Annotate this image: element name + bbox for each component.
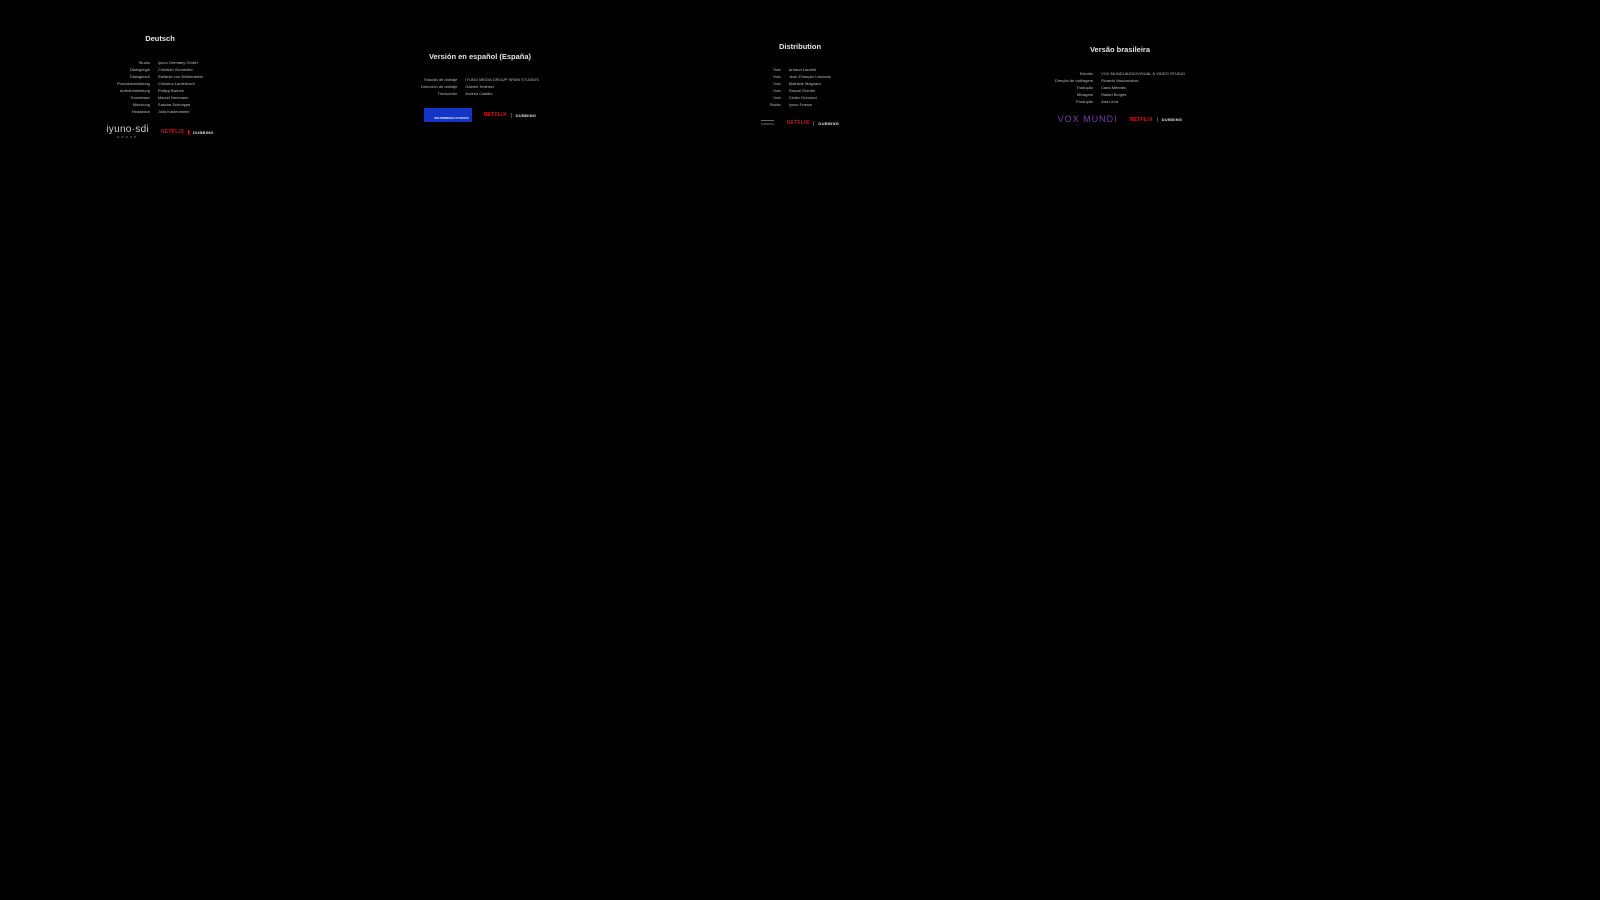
credit-block-german [100, 34, 220, 139]
block-title: Deutsch [145, 34, 175, 43]
netflix-dubbing-logo [484, 112, 537, 118]
credit-name: IYUNO MEDIA GROUP SPAIN STUDIOS [465, 77, 539, 82]
credit-role: Estudio de doblaje [424, 77, 458, 82]
block-title: Versão brasileira [1089, 45, 1151, 54]
soundmedia-logo-text: SOUNDMEDIA STUDIOS [434, 116, 469, 120]
vox-mundi-logo [1058, 115, 1118, 124]
dubbing-label: DUBBING [818, 120, 840, 126]
studio-mark-logo: DUBBING [760, 122, 775, 126]
netflix-dubbing-logo [786, 120, 839, 126]
credit-name: Cédric Dumond [788, 95, 817, 100]
credit-rows [1055, 71, 1185, 104]
credit-name: Christina Lauterbach [157, 81, 195, 86]
credit-name: Iyuno France [788, 102, 813, 107]
credit-role: Tradução [1076, 85, 1094, 90]
credit-name: Sascha Schnappe [157, 102, 191, 107]
credit-role: Produktionsleitung [117, 81, 150, 86]
credit-name: VOX MUNDI AUDIOVISUAL & VIDEO STUDIO [1101, 71, 1185, 76]
credit-role: Voix [773, 88, 781, 93]
block-title: Distribution [778, 42, 822, 51]
netflix-logo: NETFLIX [161, 129, 184, 135]
credit-name: Pascal Grenier [788, 88, 816, 93]
dubbing-label: DUBBING [515, 112, 537, 118]
credit-name: Christian Schneider [157, 67, 193, 72]
credit-name: Carla Mendes [1101, 85, 1126, 90]
logo-separator [511, 113, 512, 118]
netflix-dubbing-logo [1130, 117, 1183, 123]
dubbing-label: DUBBING [192, 129, 214, 135]
credit-role: Voix [773, 67, 781, 72]
netflix-logo: NETFLIX [786, 120, 810, 126]
credit-name: Andrea Castillo [465, 91, 493, 96]
logo-separator [1157, 117, 1158, 122]
logo-row [1058, 115, 1183, 124]
credit-name: Julia Kastenmeier [157, 109, 190, 114]
logo-row [106, 125, 213, 139]
dubbing-label: DUBBING [1161, 117, 1183, 122]
credit-name: Arnaud Laurent [788, 67, 817, 72]
credit-role: Redaktion [131, 109, 150, 114]
vox-mundi-logo-text: VOX MUNDI [1057, 114, 1118, 124]
netflix-logo: NETFLIX [483, 112, 507, 118]
credit-name: Ricardo Vasconcelos [1101, 78, 1139, 83]
credit-name: Iyuno Germany GmbH [157, 60, 198, 65]
credit-rows [769, 67, 830, 107]
credit-name: Jean-François Lescurat [788, 74, 831, 79]
credit-name: Rafael Borges [1101, 92, 1127, 97]
credit-role: Voix [773, 95, 781, 100]
credit-name: Mathilde Magnard [788, 81, 821, 86]
logo-row [761, 120, 839, 126]
block-title: Versión en español (España) [428, 52, 532, 61]
credit-role: Studio [769, 102, 781, 107]
credit-role: Studio [138, 60, 150, 65]
credit-role: Aufnahmeleitung [119, 88, 150, 93]
netflix-dubbing-logo [161, 129, 214, 135]
soundmedia-logo [424, 108, 472, 122]
logo-row [424, 108, 537, 122]
netflix-logo: NETFLIX [1129, 116, 1153, 123]
credit-name: Philipp Barnes [157, 88, 184, 93]
credit-role: Dialogregie [129, 67, 150, 72]
credit-name: Marcel Neumann [157, 95, 189, 100]
credit-name: Gabriel Jiménez [465, 84, 495, 89]
credit-role: Voix [773, 81, 781, 86]
logo-separator [813, 121, 814, 126]
credit-role: Mischung [132, 102, 150, 107]
credit-block-french [755, 42, 845, 126]
credit-role: Mixagem [1076, 92, 1094, 97]
iyuno-sdi-logo [106, 125, 149, 139]
credit-role: Direção de dublagem [1055, 78, 1094, 83]
credit-role: Estúdio [1079, 71, 1094, 76]
logo-separator [188, 130, 189, 135]
credit-rows [421, 77, 539, 96]
iyuno-logo-sub: GROUP [117, 135, 139, 139]
credit-role: Traducción [437, 91, 458, 96]
credit-role: Voix [773, 74, 781, 79]
credit-role: Tonmeister [130, 95, 150, 100]
credit-rows [117, 60, 203, 114]
credit-block-spanish [415, 52, 545, 122]
credit-role: Dialogbuch [129, 74, 150, 79]
credit-role: Dirección de doblaje [421, 84, 458, 89]
credit-name: Stefanie von Wolkenstein [157, 74, 203, 79]
credit-name: Ana Lima [1101, 99, 1118, 104]
credit-role: Produção [1075, 99, 1094, 104]
iyuno-logo-text: iyuno·sdi [106, 124, 149, 135]
credit-block-brazilian [1035, 45, 1205, 124]
